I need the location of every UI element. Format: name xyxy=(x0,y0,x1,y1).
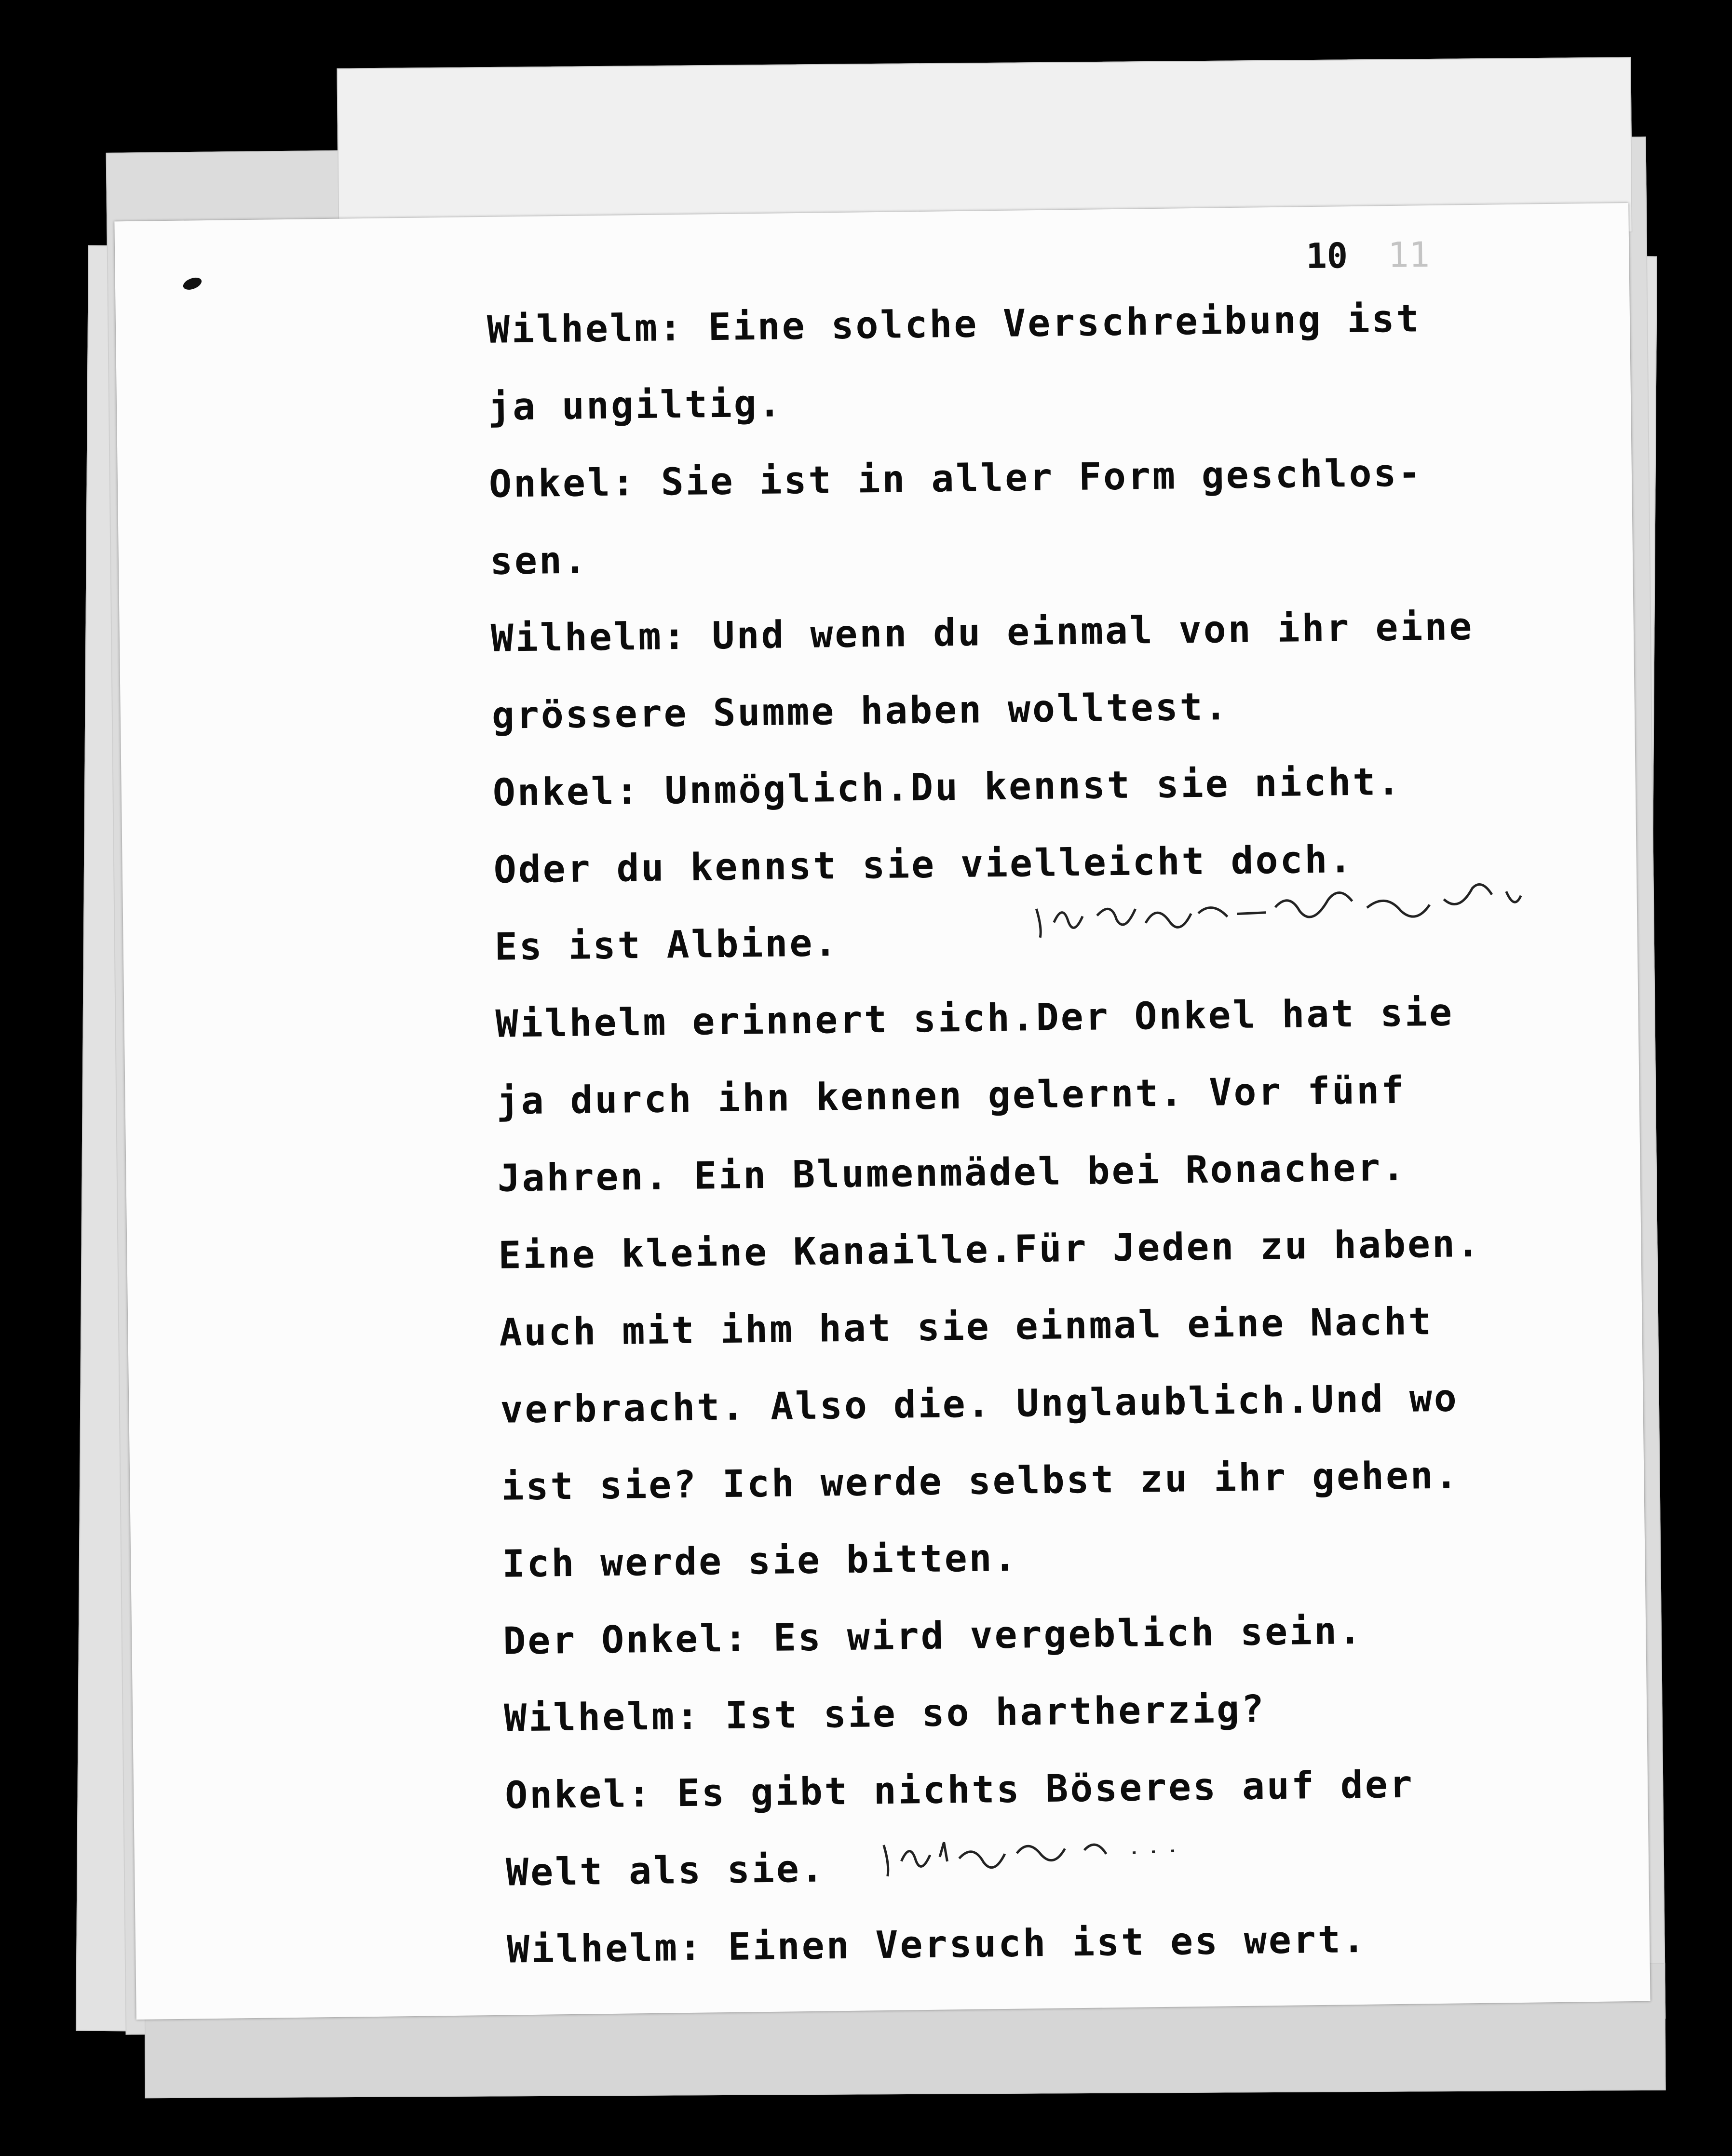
ghost-page-number: 11 xyxy=(1387,234,1430,276)
text-line: Eine kleine Kanaille.Für Jeden zu haben. xyxy=(498,1222,1482,1278)
text-line: sen. xyxy=(489,539,589,583)
text-line: Auch mit ihm hat sie einmal eine Nacht xyxy=(499,1300,1434,1355)
text-line: Es ist Albine. xyxy=(494,921,839,969)
text-line: grössere Summe haben wolltest. xyxy=(491,685,1230,738)
text-line: Ich werde sie bitten. xyxy=(501,1536,1019,1586)
text-line: Welt als sie. xyxy=(505,1847,826,1895)
text-line: ist sie? Ich werde selbst zu ihr gehen. xyxy=(501,1454,1460,1509)
text-line: Wilhelm: Ist sie so hartherzig? xyxy=(503,1687,1266,1740)
text-line: Wilhelm: Und wenn du einmal von ihr eine xyxy=(490,605,1474,660)
typescript-page xyxy=(114,203,1650,2020)
text-line: ja durch ihn kennen gelernt. Vor fünf xyxy=(496,1068,1406,1123)
text-line: Onkel: Sie ist in aller Form geschlos- xyxy=(488,451,1423,506)
text-line: verbracht. Also die. Unglaublich.Und wo xyxy=(500,1376,1459,1432)
text-line: Wilhelm: Einen Versuch ist es wert. xyxy=(506,1917,1367,1972)
text-line: Wilhelm: Eine solche Verschreibung ist xyxy=(487,297,1421,352)
text-line: Onkel: Unmöglich.Du kennst sie nicht. xyxy=(492,760,1402,815)
ink-mark xyxy=(181,275,203,292)
text-line: Onkel: Es gibt nichts Böseres auf der xyxy=(504,1763,1415,1818)
page-number: 10 xyxy=(1305,235,1348,277)
text-line: ja ungiltig. xyxy=(487,382,784,429)
text-line: Wilhelm erinnert sich.Der Onkel hat sie xyxy=(495,991,1454,1046)
text-line: Jahren. Ein Blumenmädel bei Ronacher. xyxy=(497,1145,1407,1200)
text-line: Der Onkel: Es wird vergeblich sein. xyxy=(502,1609,1364,1663)
typescript-text xyxy=(487,295,1636,2005)
text-line: Oder du kennst sie vielleicht doch. xyxy=(493,838,1354,892)
